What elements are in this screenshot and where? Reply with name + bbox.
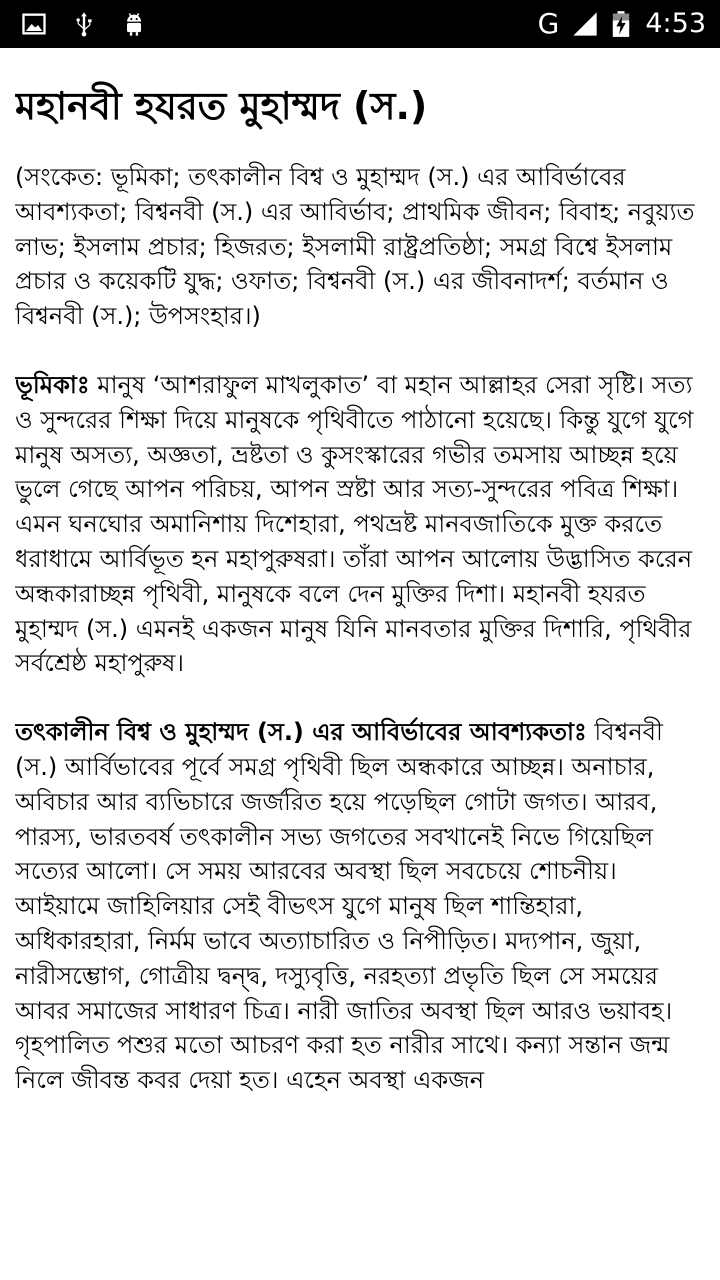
signal-icon (571, 10, 599, 38)
network-type-label: G (537, 7, 560, 40)
article-content (15, 78, 705, 1280)
usb-icon (70, 10, 98, 38)
section-heading: তৎকালীন বিশ্ব ও মুহাম্মদ (স.) এর আবির্ভাবের আবশ্যকতাঃ (15, 718, 587, 747)
article-outline: (সংকেত: ভূমিকা; তৎকালীন বিশ্ব ও মুহাম্মদ (স.) এর আবির্ভাবের আবশ্যকতা; বিশ্বনবী (স.) এর আবির্ভাব; প্রাথমিক জীবন; বিবাহ; নবুয়্যত লাভ; ইসলাম প্রচার; হিজরত; ইসলামী রাষ্ট্রপ্রতিষ্ঠা; সমগ্র বিশ্বে ইসলাম প্রচার ও কয়েকটি যুদ্ধ; ওফাত; বিশ্বনবী (স.) এর জীবনাদর্শ; বর্তমান ও বিশ্বনবী (স.); উপসংহার।) (15, 163, 695, 331)
image-icon (20, 10, 48, 38)
system-icons (538, 8, 706, 40)
page-title: মহানবী হযরত মুহাম্মদ (স.) (15, 84, 428, 128)
section-body: মানুষ ‘আশরাফুল মাখলুকাত’ বা মহান আল্লাহর সেরা সৃষ্টি। সত্য ও সুন্দরের শিক্ষা দিয়ে মানুষকে পৃথিবীতে পাঠানো হয়েছে। কিন্তু যুগে যুগে মানুষ অসত্য, অজ্ঞতা, ভ্রষ্টতা ও কুসংস্কারের গভীর তমসায় আচ্ছন্ন হয়ে ভুলে গেছে আপন পরিচয়, আপন স্রষ্টা আর সত্য-সুন্দরের পবিত্র শিক্ষা। এমন ঘনঘোর অমানিশায় দিশেহারা, পথভ্রষ্ট মানবজাতিকে মুক্ত করতে ধরাধামে আর্বিভূত হন মহাপুরুষরা। তাঁরা আপন আলোয় উদ্ভাসিত করেন অন্ধকারাচ্ছন্ন পৃথিবী, মানুষকে বলে দেন মুক্তির দিশা। মহানবী হযরত মুহাম্মদ (স.) এমনই একজন মানুষ যিনি মানবতার মুক্তির দিশারি, পৃথিবীর সর্বশ্রেষ্ঠ মহাপুরুষ। (15, 370, 694, 678)
android-icon (120, 10, 148, 38)
section-contemporary-world (15, 715, 705, 1098)
section-introduction (15, 368, 705, 681)
battery-charging-icon (611, 10, 631, 38)
clock: 4:53 (645, 8, 706, 39)
notification-icons (20, 8, 148, 40)
status-bar (0, 0, 720, 48)
section-body: বিশ্বনবী (স.) আর্বিভাবের পূর্বে সমগ্র পৃথিবী ছিল অন্ধকারে আচ্ছন্ন। অনাচার, অবিচার আর ব্যভিচারে জর্জরিত হয়ে পড়েছিল গোটা জগত। আরব, পারস্য, ভারতবর্ষ তৎকালীন সভ্য জগতের সবখানেই নিভে গিয়েছিল সত্যের আলো। সে সময় আরবের অবস্থা ছিল সবচেয়ে শোচনীয়। আইয়ামে জাহিলিয়ার সেই বীভৎস যুগে মানুষ ছিল শান্তিহারা, অধিকারহারা, নির্মম ভাবে অত্যাচারিত ও নিপীড়িত। মদ্যপান, জুয়া, নারীসম্ভোগ, গোত্রীয় দ্বন্দ্ব, দস্যুবৃত্তি, নরহত্যা প্রভৃতি ছিল সে সময়ের আবর সমাজের সাধারণ চিত্র। নারী জাতির অবস্থা ছিল আরও ভয়াবহ। গৃহপালিত পশুর মতো আচরণ করা হত নারীর সাথে। কন্যা সন্তান জন্ম নিলে জীবন্ত কবর দেয়া হত। এহেন অবস্থা একজন (15, 718, 673, 1095)
section-heading: ভূমিকাঃ (15, 370, 90, 399)
